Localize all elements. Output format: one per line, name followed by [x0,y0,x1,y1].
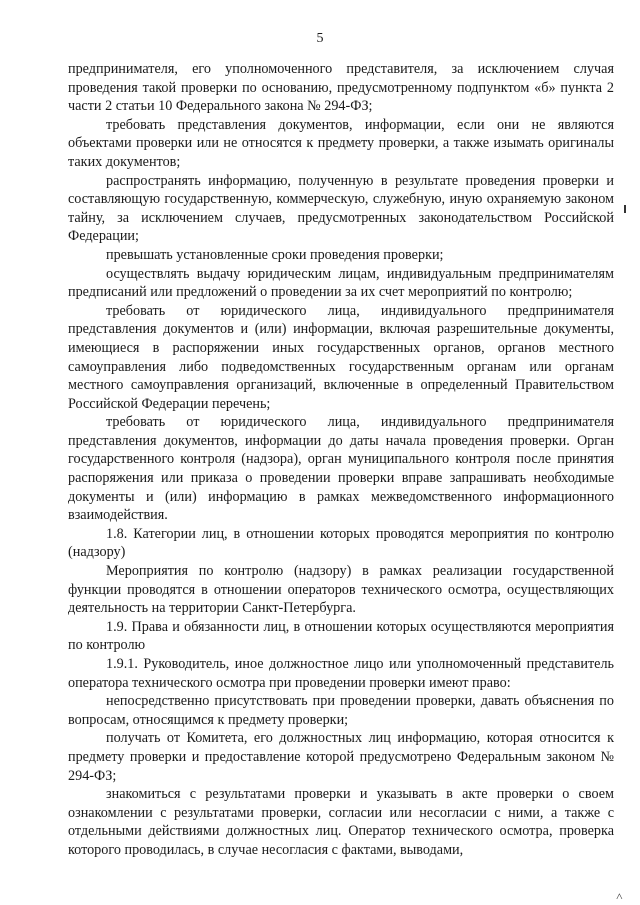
section-heading-1-9: 1.9. Права и обязанности лиц, в отношении которых осуществляются мероприятия по контролю [68,618,614,654]
document-body [68,60,614,860]
paragraph: требовать от юридического лица, индивидуального предпринимателя представления документов, информации до даты начала проведения проверки. Орган государственного контроля (надзора), орган муниципального контроля после принятия распоряжения или приказа о проведении проверки вправе запрашивать необходимые документы и (или) информацию в рамках межведомственного информационного взаимодействия. [68,414,614,524]
paragraph: превышать установленные сроки проведения проверки; [106,246,444,263]
paragraph: знакомиться с результатами проверки и указывать в акте проверки о своем ознакомлении с результатами проверки, согласии или несогласии с ними, а также с отдельными действиями должностных лиц. Оператор технического осмотра, проверка которого проводилась, в случае несогласия с фактами, выводами, [68,786,614,858]
page-number: 5 [316,31,324,46]
margin-mark [624,205,626,213]
section-heading-1-8: 1.8. Категории лиц, в отношении которых проводятся мероприятия по контролю (надзору) [68,525,614,561]
paragraph: Мероприятия по контролю (надзору) в рамках реализации государственной функции проводятся в отношении операторов технического осмотра, осуществляющих деятельность на территории Санкт-Петербурга. [68,563,614,617]
paragraph: распространять информацию, полученную в результате проведения проверки и составляющую государственную, коммерческую, служебную, иную охраняемую законом тайну, за исключением случаев, предусмотренных законодательством Российской Федерации; [68,172,614,245]
paragraph: непосредственно присутствовать при проведении проверки, давать объяснения по вопросам, относящимся к предмету проверки; [68,693,614,728]
paragraph: требовать от юридического лица, индивидуального предпринимателя представления документов и (или) информации, включая разрешительные документы, имеющиеся в распоряжении иных государственных органов, органов местного самоуправления либо подведомственных государственным органам или органам местного самоуправления организаций, включенные в определенный Правительством Российской Федерации перечень; [68,302,614,412]
corner-mark: ˄ [616,889,623,903]
paragraph: требовать представления документов, информации, если они не являются объектами проверки или не относятся к предмету проверки, а также изымать оригиналы таких документов; [68,116,614,170]
paragraph-continuation: предпринимателя, его уполномоченного представителя, за исключением случая проведения такой проверки по основанию, предусмотренному подпунктом «б» пункта 2 части 2 статьи 10 Федерального закона № 294-ФЗ; [68,61,614,115]
section-item-1-9-1: 1.9.1. Руководитель, иное должностное лицо или уполномоченный представитель оператора технического осмотра при проведении проверки имеют право: [68,656,614,691]
paragraph: получать от Комитета, его должностных лиц информацию, которая относится к предмету проверки и предоставление которой предусмотрено Федеральным законом № 294-ФЗ; [68,730,614,784]
paragraph: осуществлять выдачу юридическим лицам, индивидуальным предпринимателям предписаний или предложений о проведении за их счет мероприятий по контролю; [68,265,614,301]
